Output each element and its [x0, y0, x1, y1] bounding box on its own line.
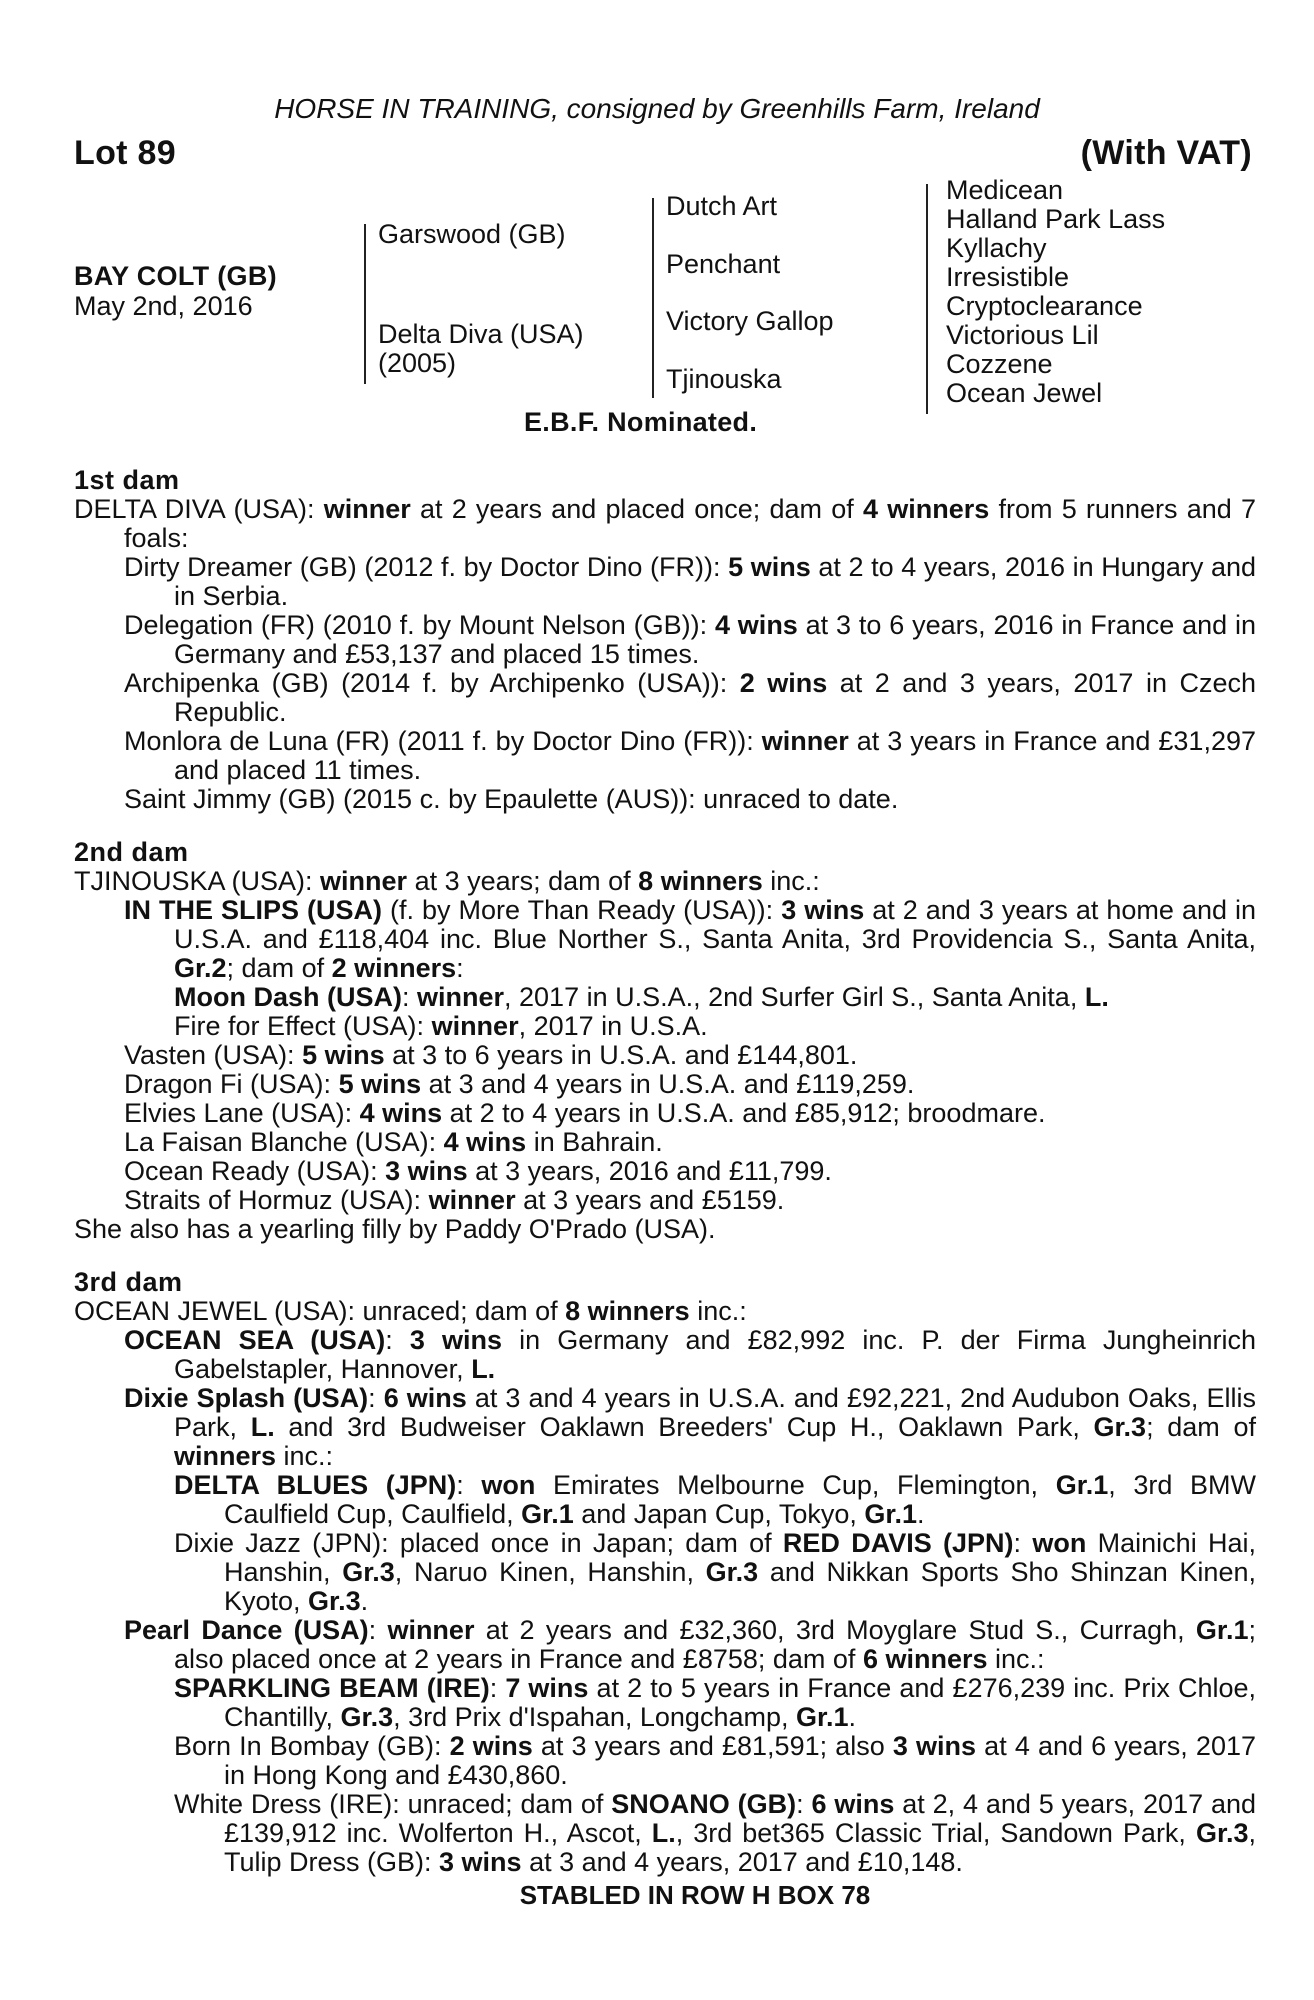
progeny-entry: SPARKLING BEAM (IRE): 7 wins at 2 to 5 years in France and £276,239 inc. Prix Chloe, Chantilly, Gr.3, 3rd Prix d'Ispahan, Longchamp, Gr.1.	[174, 1673, 1257, 1732]
pedigree-gen3-item: Ocean Jewel	[946, 378, 1103, 408]
catalogue-body	[74, 466, 1256, 1910]
pedigree-gen3-item: Cozzene	[946, 349, 1053, 379]
section-heading: 3rd dam	[74, 1267, 183, 1297]
pedigree-gen2-item: Dutch Art	[666, 191, 778, 221]
dam-entry: OCEAN JEWEL (USA): unraced; dam of 8 winners inc.:	[74, 1296, 747, 1326]
progeny-entry: Ocean Ready (USA): 3 wins at 3 years, 2016 and £11,799.	[124, 1156, 832, 1186]
pedigree-gen3-item: Medicean	[946, 175, 1064, 205]
progeny-entry: Dixie Splash (USA): 6 wins at 3 and 4 years in U.S.A. and £92,221, 2nd Audubon Oaks, Ellis Park, L. and 3rd Budweiser Oaklawn Breeders' Cup H., Oaklawn Park, Gr.3; dam of winners inc.:	[124, 1383, 1256, 1471]
progeny-entry: Saint Jimmy (GB) (2015 c. by Epaulette (AUS)): unraced to date.	[124, 784, 899, 814]
pedigree-gen2-item: Tjinouska	[666, 364, 782, 394]
progeny-entry: IN THE SLIPS (USA) (f. by More Than Ready (USA)): 3 wins at 2 and 3 years at home and in U.S.A. and £118,404 inc. Blue Norther S., Santa Anita, 3rd Providencia S., Santa Anita, Gr.2; dam of 2 winners:	[124, 895, 1257, 983]
pedigree-gen3-item: Victorious Lil	[946, 320, 1099, 350]
vat-label: (With VAT)	[1080, 134, 1252, 172]
progeny-entry: Dirty Dreamer (GB) (2012 f. by Doctor Dino (FR)): 5 wins at 2 to 4 years, 2016 in Hungary and in Serbia.	[124, 552, 1256, 611]
third-dam-section	[74, 1268, 1256, 1877]
pedigree-gen2-item: Victory Gallop	[666, 306, 834, 336]
foaling-date: May 2nd, 2016	[74, 291, 253, 321]
lot-number: Lot 89	[74, 134, 176, 172]
dam-entry: TJINOUSKA (USA): winner at 3 years; dam of 8 winners inc.:	[74, 866, 820, 896]
progeny-entry: Monlora de Luna (FR) (2011 f. by Doctor Dino (FR)): winner at 3 years in France and £31,297 and placed 11 times.	[124, 726, 1256, 785]
pedigree-dam: Delta Diva (USA)	[378, 319, 584, 349]
progeny-entry: Moon Dash (USA): winner, 2017 in U.S.A., 2nd Surfer Girl S., Santa Anita, L.	[174, 982, 1109, 1012]
pedigree-gen3-item: Halland Park Lass	[946, 204, 1166, 234]
progeny-entry: OCEAN SEA (USA): 3 wins in Germany and £82,992 inc. P. der Firma Jungheinrich Gabelstapler, Hannover, L.	[124, 1325, 1256, 1384]
progeny-entry: Archipenka (GB) (2014 f. by Archipenko (USA)): 2 wins at 2 and 3 years, 2017 in Czech Republic.	[124, 668, 1256, 727]
ebf-nomination: E.B.F. Nominated.	[524, 407, 758, 437]
catalogue-subtitle: HORSE IN TRAINING, consigned by Greenhills Farm, Ireland	[274, 93, 1040, 124]
progeny-entry: Vasten (USA): 5 wins at 3 to 6 years in U.S.A. and £144,801.	[124, 1040, 858, 1070]
progeny-entry: Elvies Lane (USA): 4 wins at 2 to 4 years in U.S.A. and £85,912; broodmare.	[124, 1098, 1046, 1128]
pedigree-sire: Garswood (GB)	[378, 219, 566, 249]
pedigree-gen3-item: Kyllachy	[946, 233, 1047, 263]
progeny-entry: Fire for Effect (USA): winner, 2017 in U.S.A.	[174, 1011, 708, 1041]
pedigree-gen3-item: Cryptoclearance	[946, 291, 1143, 321]
section-heading: 1st dam	[74, 465, 180, 495]
progeny-entry: Dixie Jazz (JPN): placed once in Japan; dam of RED DAVIS (JPN): won Mainichi Hai, Hanshin, Gr.3, Naruo Kinen, Hanshin, Gr.3 and Nikkan Sports Sho Shinzan Kinen, Kyoto, Gr.3.	[174, 1528, 1257, 1616]
pedigree-bracket	[364, 224, 366, 384]
progeny-entry: Dragon Fi (USA): 5 wins at 3 and 4 years in U.S.A. and £119,259.	[124, 1069, 915, 1099]
horse-description: BAY COLT (GB)	[74, 261, 277, 291]
pedigree-dam-year: (2005)	[378, 348, 457, 378]
stabling-location: STABLED IN ROW H BOX 78	[519, 1880, 871, 1910]
progeny-entry: White Dress (IRE): unraced; dam of SNOANO (GB): 6 wins at 2, 4 and 5 years, 2017 and £139,912 inc. Wolferton H., Ascot, L., 3rd bet365 Classic Trial, Sandown Park, Gr.3, Tulip Dress (GB): 3 wins at 3 and 4 years, 2017 and £10,148.	[174, 1789, 1257, 1877]
progeny-entry: Straits of Hormuz (USA): winner at 3 years and £5159.	[124, 1185, 785, 1215]
yearling-note: She also has a yearling filly by Paddy O'Prado (USA).	[74, 1214, 716, 1244]
section-heading: 2nd dam	[74, 837, 189, 867]
progeny-entry: Delegation (FR) (2010 f. by Mount Nelson (GB)): 4 wins at 3 to 6 years, 2016 in France and in Germany and £53,137 and placed 15 times.	[124, 610, 1257, 669]
progeny-entry: DELTA BLUES (JPN): won Emirates Melbourne Cup, Flemington, Gr.1, 3rd BMW Caulfield Cup, Caulfield, Gr.1 and Japan Cup, Tokyo, Gr.1.	[174, 1470, 1256, 1529]
dam-entry: DELTA DIVA (USA): winner at 2 years and placed once; dam of 4 winners from 5 runners and 7 foals:	[74, 494, 1256, 553]
pedigree-bracket	[926, 184, 928, 414]
pedigree-gen3-item: Irresistible	[946, 262, 1070, 292]
pedigree-gen2-item: Penchant	[666, 249, 781, 279]
progeny-entry: Pearl Dance (USA): winner at 2 years and £32,360, 3rd Moyglare Stud S., Curragh, Gr.1; also placed once at 2 years in France and £8758; dam of 6 winners inc.:	[124, 1615, 1256, 1674]
pedigree-bracket	[652, 198, 654, 398]
progeny-entry: Born In Bombay (GB): 2 wins at 3 years and £81,591; also 3 wins at 4 and 6 years, 2017 in Hong Kong and £430,860.	[174, 1731, 1256, 1790]
progeny-entry: La Faisan Blanche (USA): 4 wins in Bahrain.	[124, 1127, 663, 1157]
second-dam-section	[74, 838, 1256, 1244]
pedigree-gen3-list	[946, 176, 1165, 408]
first-dam-section	[74, 466, 1256, 814]
